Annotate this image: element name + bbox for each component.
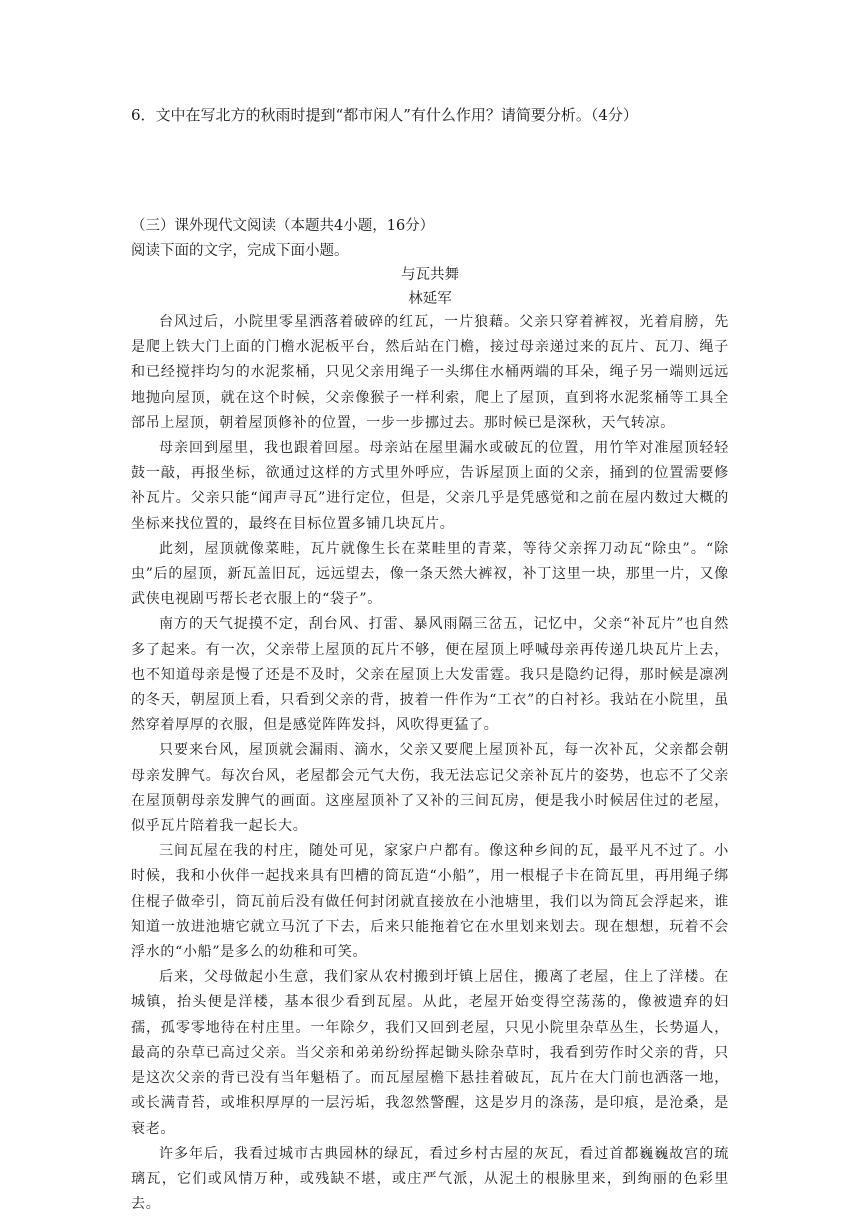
article-paragraph: 南方的天气捉摸不定，刮台风、打雷、暴风雨隔三岔五，记忆中，父亲“补瓦片”也自然多了起来。有一次，父亲带上屋顶的瓦片不够，便在屋顶上呼喊母亲再传递几块瓦片上去，也不知道母亲是慢了还是不及时，父亲在屋顶上大发雷霆。我只是隐约记得，那时候是凛冽的冬天，朝屋顶上看，只看到父亲的背，披着一件作为“工衣”的白衬衫。我站在小院里，虽然穿着厚厚的衣服，但是感觉阵阵发抖，风吹得更猛了。 (131, 616, 729, 734)
article-paragraph: 后来，父母做起小生意，我们家从农村搬到圩镇上居住，搬离了老屋，住上了洋楼。在城镇，抬头便是洋楼，基本很少看到瓦屋。从此，老屋开始变得空荡荡的，像被遗弃的妇孺，孤零零地待在村庄里。一年除夕，我们又回到老屋，只见小院里杂草丛生，长势逼人，最高的杂草已高过父亲。当父亲和弟弟纷纷挥起锄头除杂草时，我看到劳作时父亲的背，只是这次父亲的背已没有当年魁梧了。而瓦屋屋檐下悬挂着破瓦，瓦片在大门前也洒落一地，或长满青苔，或堆积厚厚的一层污垢，我忽然警醒，这是岁月的涤荡，是印痕，是沧桑，是衰老。 (131, 969, 729, 1137)
reading-instruction: 阅读下面的文字，完成下面小题。 (131, 243, 349, 259)
article-paragraph: 母亲回到屋里，我也跟着回屋。母亲站在屋里漏水或破瓦的位置，用竹竿对准屋顶轻轻鼓一敲，再报坐标，欲通过这样的方式里外呼应，告诉屋顶上面的父亲，捅到的位置需要修补瓦片。父亲只能“闻声寻瓦”进行定位，但是，父亲几乎是凭感觉和之前在屋内数过大概的坐标来找位置的，最终在目标位置多铺几块瓦片。 (131, 440, 729, 532)
article-paragraph: 三间瓦屋在我的村庄，随处可见，家家户户都有。像这种乡间的瓦，最平凡不过了。小时候，我和小伙伴一起找来具有凹槽的筒瓦造“小船”，用一根棍子卡在筒瓦里，再用绳子绑住棍子做牵引，筒瓦前后没有做任何封闭就直接放在小池塘里，我们以为筒瓦会浮起来，谁知道一放进池塘它就立马沉了下去，后来只能拖着它在水里划来划去。现在想想，玩着不会浮水的“小船”是多么的幼稚和可笑。 (131, 843, 729, 961)
article-paragraph: 许多年后，我看过城市古典园林的绿瓦，看过乡村古屋的灰瓦，看过首都巍巍故宫的琉璃瓦，它们或风情万种，或残缺不堪，或庄严气派，从泥土的根脉里来，到绚丽的色彩里去。 (131, 1145, 729, 1213)
article-author: 林延军 (408, 291, 452, 307)
article-paragraph: 此刻，屋顶就像菜畦，瓦片就像生长在菜畦里的青菜，等待父亲挥刀动瓦“除虫”。“除虫”后的屋顶，新瓦盖旧瓦，远远望去，像一条天然大裤衩，补丁这里一块，那里一片，又像武侠电视剧丐帮长老衣服上的“袋子”。 (131, 540, 729, 608)
article-title: 与瓦共舞 (401, 267, 459, 283)
article-paragraph: 台风过后，小院里零星洒落着破碎的红瓦，一片狼藉。父亲只穿着裤衩，光着肩膀，先是爬上铁大门上面的门檐水泥板平台，然后站在门檐，接过母亲递过来的瓦片、瓦刀、绳子和已经搅拌均匀的水泥浆桶，只见父亲用绳子一头绑住水桶两端的耳朵，绳子另一端则远远地抛向屋顶，就在这个时候，父亲像猴子一样利索，爬上了屋顶，直到将水泥浆桶等工具全部吊上屋顶，朝着屋顶修补的位置，一步一步挪过去。那时候已是深秋，天气转凉。 (131, 314, 729, 431)
article-paragraph: 只要来台风，屋顶就会漏雨、滴水，父亲又要爬上屋顶补瓦，每一次补瓦，父亲都会朝母亲发脾气。每次台风，老屋都会元气大伤，我无法忘记父亲补瓦片的姿势，也忘不了父亲在屋顶朝母亲发脾气的画面。这座屋顶补了又补的三间瓦房，便是我小时候居住过的老屋，似乎瓦片陪着我一起长大。 (131, 742, 729, 835)
section-header: （三）课外现代文阅读（本题共4小题，16分） (131, 218, 435, 234)
article-body (131, 310, 729, 1217)
question-6: 6．文中在写北方的秋雨时提到“都市闲人”有什么作用？请简要分析。（4分） (131, 106, 638, 124)
